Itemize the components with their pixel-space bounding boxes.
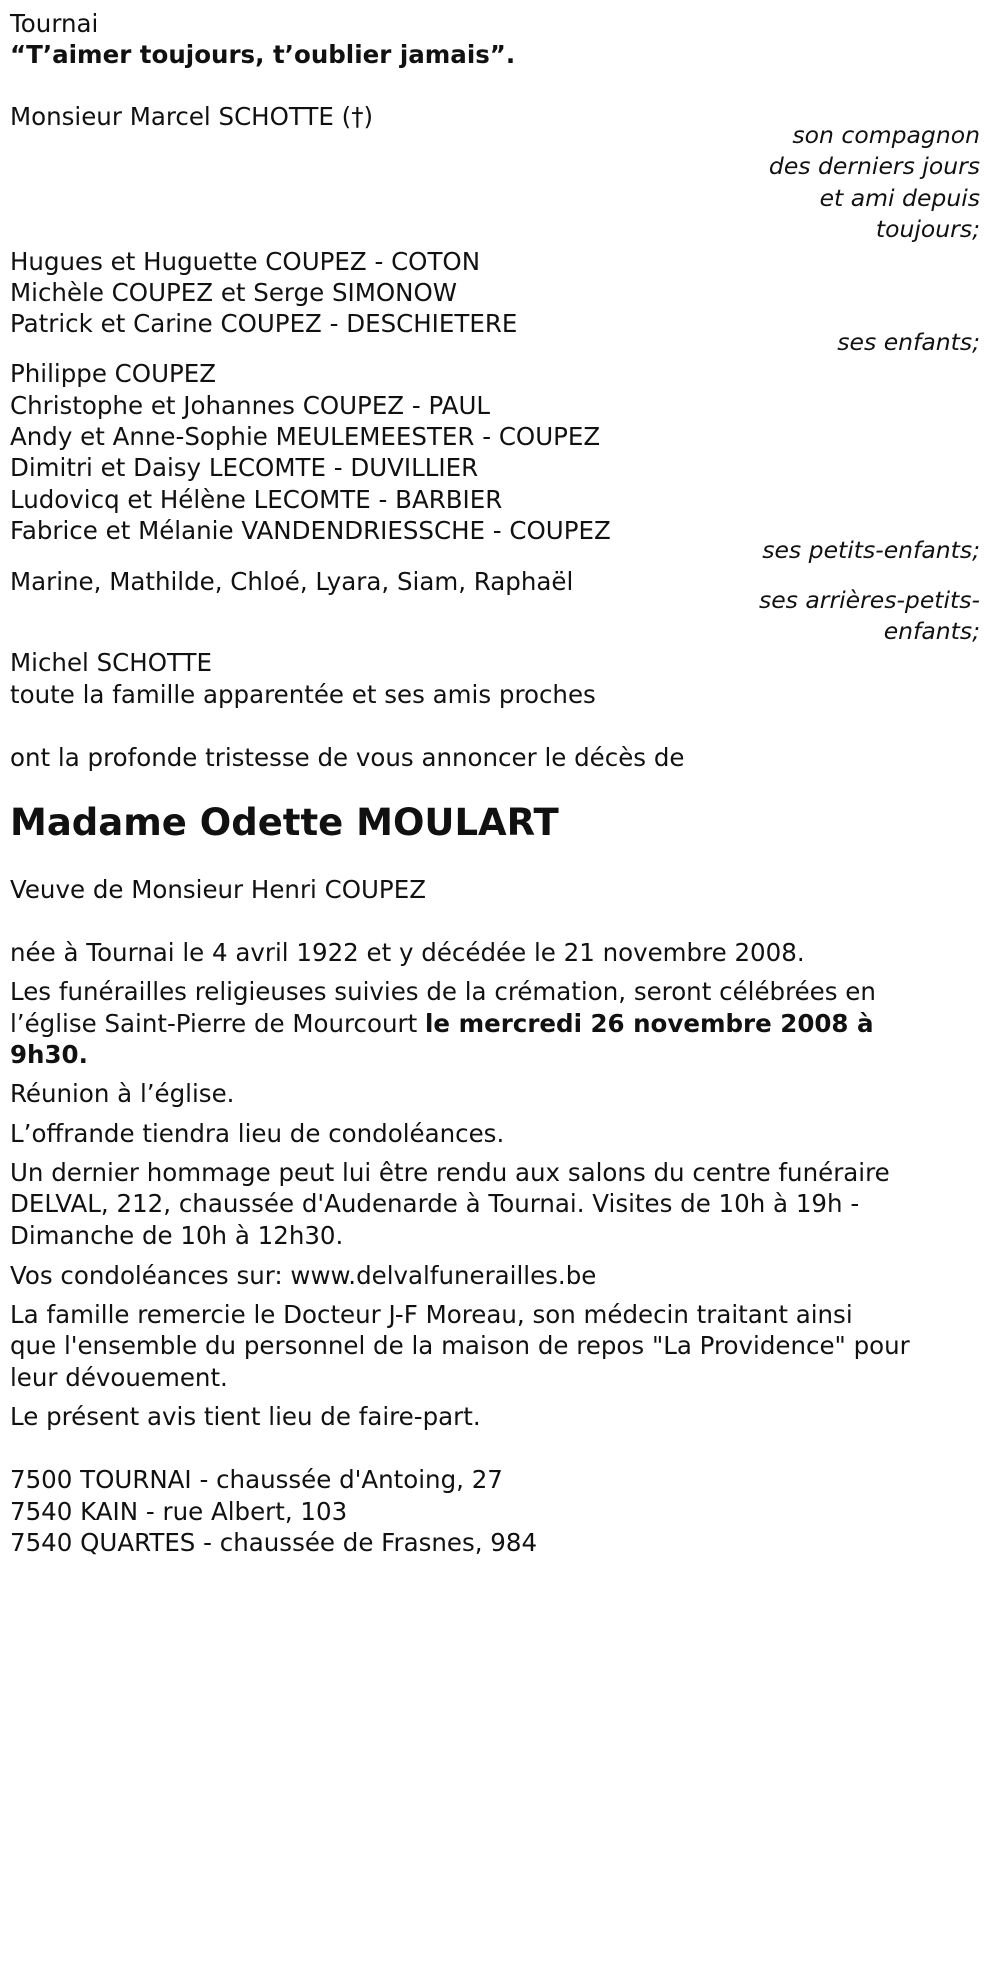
reunion-text: Réunion à l’église. — [10, 1079, 235, 1108]
companion-name: Monsieur Marcel SCHOTTE (†) — [10, 102, 374, 131]
place-heading: Tournai — [10, 9, 99, 38]
grandchild-name: Andy et Anne-Sophie MEULEMEESTER - COUPEZ — [10, 422, 601, 451]
homage-text: Dimanche de 10h à 12h30. — [10, 1221, 344, 1250]
funeral-time: 9h30. — [10, 1040, 88, 1069]
grandchildren-role: ses petits-enfants; — [762, 536, 980, 564]
children-role: ses enfants; — [837, 328, 980, 356]
offering-text: L’offrande tiendra lieu de condoléances. — [10, 1119, 505, 1148]
child-name: Hugues et Huguette COUPEZ - COTON — [10, 247, 481, 276]
grandchild-name: Philippe COUPEZ — [10, 359, 217, 388]
birth-death-dates: née à Tournai le 4 avril 1922 et y décédée le 21 novembre 2008. — [10, 938, 805, 967]
condolences-link-text: Vos condoléances sur: www.delvalfunerailles.be — [10, 1261, 597, 1290]
announcement-text: ont la profonde tristesse de vous annoncer le décès de — [10, 743, 685, 772]
funeral-text — [10, 1009, 874, 1038]
grandchild-name: Dimitri et Daisy LECOMTE - DUVILLIER — [10, 453, 479, 482]
other-relative: toute la famille apparentée et ses amis proches — [10, 680, 596, 709]
funeral-home-address: 7540 KAIN - rue Albert, 103 — [10, 1497, 348, 1526]
deceased-name: Madame Odette MOULART — [10, 801, 559, 844]
companion-role: et ami depuis — [819, 184, 980, 212]
grandchild-name: Christophe et Johannes COUPEZ - PAUL — [10, 391, 491, 420]
companion-role: son compagnon — [792, 121, 980, 149]
grandchild-name: Ludovicq et Hélène LECOMTE - BARBIER — [10, 485, 503, 514]
funeral-date: le mercredi 26 novembre 2008 à — [425, 1009, 874, 1038]
funeral-location: l’église Saint-Pierre de Mourcourt — [10, 1009, 426, 1038]
companion-role: des derniers jours — [768, 152, 980, 180]
great-grandchildren-names: Marine, Mathilde, Chloé, Lyara, Siam, Raphaël — [10, 567, 574, 596]
thanks-text: La famille remercie le Docteur J-F Moreau, son médecin traitant ainsi — [10, 1300, 853, 1329]
great-grandchildren-role: enfants; — [883, 617, 980, 645]
homage-text: DELVAL, 212, chaussée d'Audenarde à Tournai. Visites de 10h à 19h - — [10, 1189, 860, 1218]
companion-role: toujours; — [875, 215, 980, 243]
child-name: Michèle COUPEZ et Serge SIMONOW — [10, 278, 458, 307]
funeral-home-address: 7540 QUARTES - chaussée de Frasnes, 984 — [10, 1528, 538, 1557]
great-grandchildren-role: ses arrières-petits- — [758, 586, 980, 614]
widow-of: Veuve de Monsieur Henri COUPEZ — [10, 875, 426, 904]
funeral-text: Les funérailles religieuses suivies de la crémation, seront célébrées en — [10, 977, 876, 1006]
notice-text: Le présent avis tient lieu de faire-part. — [10, 1402, 481, 1431]
motto: “T’aimer toujours, t’oublier jamais”. — [10, 40, 516, 69]
grandchild-name: Fabrice et Mélanie VANDENDRIESSCHE - COUPEZ — [10, 516, 611, 545]
funeral-home-address: 7500 TOURNAI - chaussée d'Antoing, 27 — [10, 1465, 503, 1494]
other-relative: Michel SCHOTTE — [10, 648, 212, 677]
thanks-text: que l'ensemble du personnel de la maison de repos "La Providence" pour — [10, 1331, 910, 1360]
thanks-text: leur dévouement. — [10, 1363, 228, 1392]
homage-text: Un dernier hommage peut lui être rendu aux salons du centre funéraire — [10, 1158, 890, 1187]
child-name: Patrick et Carine COUPEZ - DESCHIETERE — [10, 309, 518, 338]
